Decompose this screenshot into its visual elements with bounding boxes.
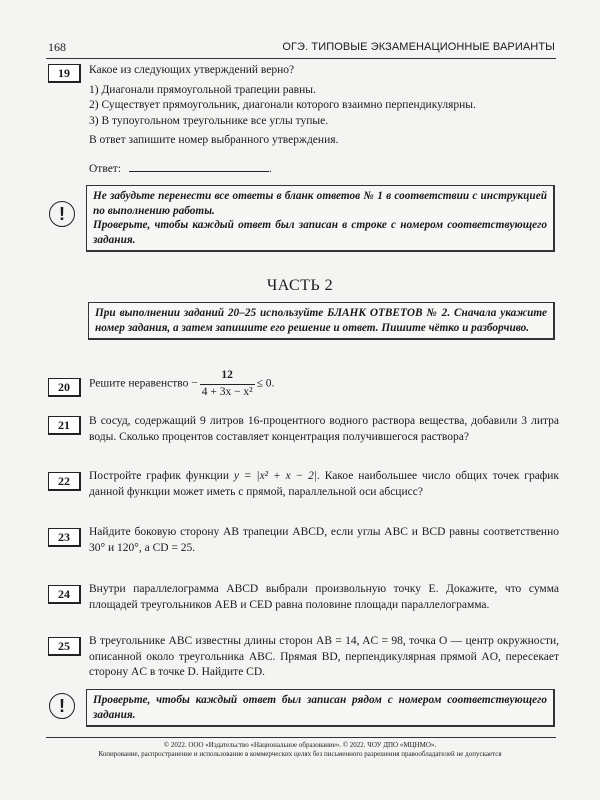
task-22-formula: y = |x² + x − 2| — [233, 470, 318, 482]
notice-1-line-2: Проверьте, чтобы каждый ответ был записан в строке с номером соответствующего задания. — [93, 219, 547, 246]
answer-field[interactable] — [129, 159, 269, 172]
part-2-instruction: При выполнении заданий 20–25 используйте БЛАНК ОТВЕТОВ № 2. Сначала укажите номер задания, а затем запишите его решение и ответ. Пишите чётко и разборчиво. — [95, 307, 547, 334]
task-21-number: 21 — [48, 416, 81, 435]
task-22-text-prefix: Постройте график функции — [89, 470, 229, 482]
task-22-text-suffix: . Какое наибольшее число общих точек график данной функции может иметь с прямой, параллельной оси абсцисс? — [89, 470, 559, 498]
notice-box-1 — [86, 185, 555, 252]
task-19-instruction: В ответ запишите номер выбранного утверждения. — [89, 134, 339, 146]
task-20-minus: − — [191, 377, 198, 390]
page-number: 168 — [48, 40, 66, 54]
exclamation-icon: ! — [49, 693, 75, 719]
task-19-question: Какое из следующих утверждений верно? — [89, 64, 295, 76]
task-20-body — [89, 368, 559, 400]
fraction-denominator: 4 + 3x − x² — [201, 385, 253, 398]
task-19-option-1: 1) Диагонали прямоугольной трапеции равны. — [89, 83, 316, 96]
answer-label: Ответ: — [89, 162, 122, 175]
exclamation-icon: ! — [49, 201, 75, 227]
task-25-number: 25 — [48, 637, 81, 656]
footer-rule — [46, 737, 556, 738]
task-21-text: В сосуд, содержащий 9 литров 16-процентного водного раствора вещества, добавили 3 литра воды. Сколько процентов составляет концентрация получившегося раствора? — [89, 415, 559, 443]
task-19-option-3: 3) В тупоугольном треугольнике все углы тупые. — [89, 114, 329, 127]
task-24-text: Внутри параллелограмма ABCD выбрали произвольную точку E. Докажите, что сумма площадей треугольников AEB и CED равна половине площади параллелограмма. — [89, 583, 559, 611]
task-25-text: В треугольнике ABC известны длины сторон AB = 14, AC = 98, точка O — центр окружности, описанной около треугольника ABC. Прямая BD, перпендикулярная прямой AO, пересекает сторону AC в точке D. Найдите CD. — [89, 635, 559, 678]
task-20-fraction — [200, 368, 255, 400]
running-header-title: ОГЭ. ТИПОВЫЕ ЭКЗАМЕНАЦИОННЫЕ ВАРИАНТЫ — [282, 41, 555, 53]
task-22-body — [89, 469, 559, 500]
task-22-number: 22 — [48, 472, 81, 491]
task-24-number: 24 — [48, 585, 81, 604]
task-20-inequality: ≤ 0. — [256, 377, 275, 390]
task-19-number: 19 — [48, 64, 81, 83]
task-19-answer-row — [89, 159, 559, 178]
task-23-text: Найдите боковую сторону AB трапеции ABCD, если углы ABC и BCD равны соответственно 30° и 120°, а CD = 25. — [89, 526, 559, 554]
task-19-body — [89, 63, 559, 177]
footer-copyright: © 2022. ООО «Издательство «Национальное образование». © 2022. ЧОУ ДПО «МЦНМО». — [163, 741, 437, 749]
part-2-instruction-box — [88, 302, 555, 340]
part-2-title: ЧАСТЬ 2 — [266, 277, 334, 294]
task-19-option-2: 2) Существует прямоугольник, диагонали которого взаимно перпендикулярны. — [89, 99, 476, 111]
fraction-numerator: 12 — [200, 368, 255, 385]
header-rule — [46, 58, 556, 59]
footer-license: Копирование, распространение и использование в коммерческих целях без письменного разрешения правообладателей не допускается — [98, 750, 502, 758]
task-23-number: 23 — [48, 528, 81, 547]
notice-1-line-1: Не забудьте перенести все ответы в бланк ответов № 1 в соответствии с инструкцией по выполнению работы. — [93, 190, 547, 217]
notice-box-2 — [86, 689, 555, 727]
task-19-options — [89, 83, 559, 130]
answer-period: . — [269, 162, 272, 175]
task-20-number: 20 — [48, 378, 81, 397]
notice-2-text: Проверьте, чтобы каждый ответ был записан рядом с номером соответствующего задания. — [93, 694, 547, 721]
task-20-text: Решите неравенство — [89, 377, 189, 390]
